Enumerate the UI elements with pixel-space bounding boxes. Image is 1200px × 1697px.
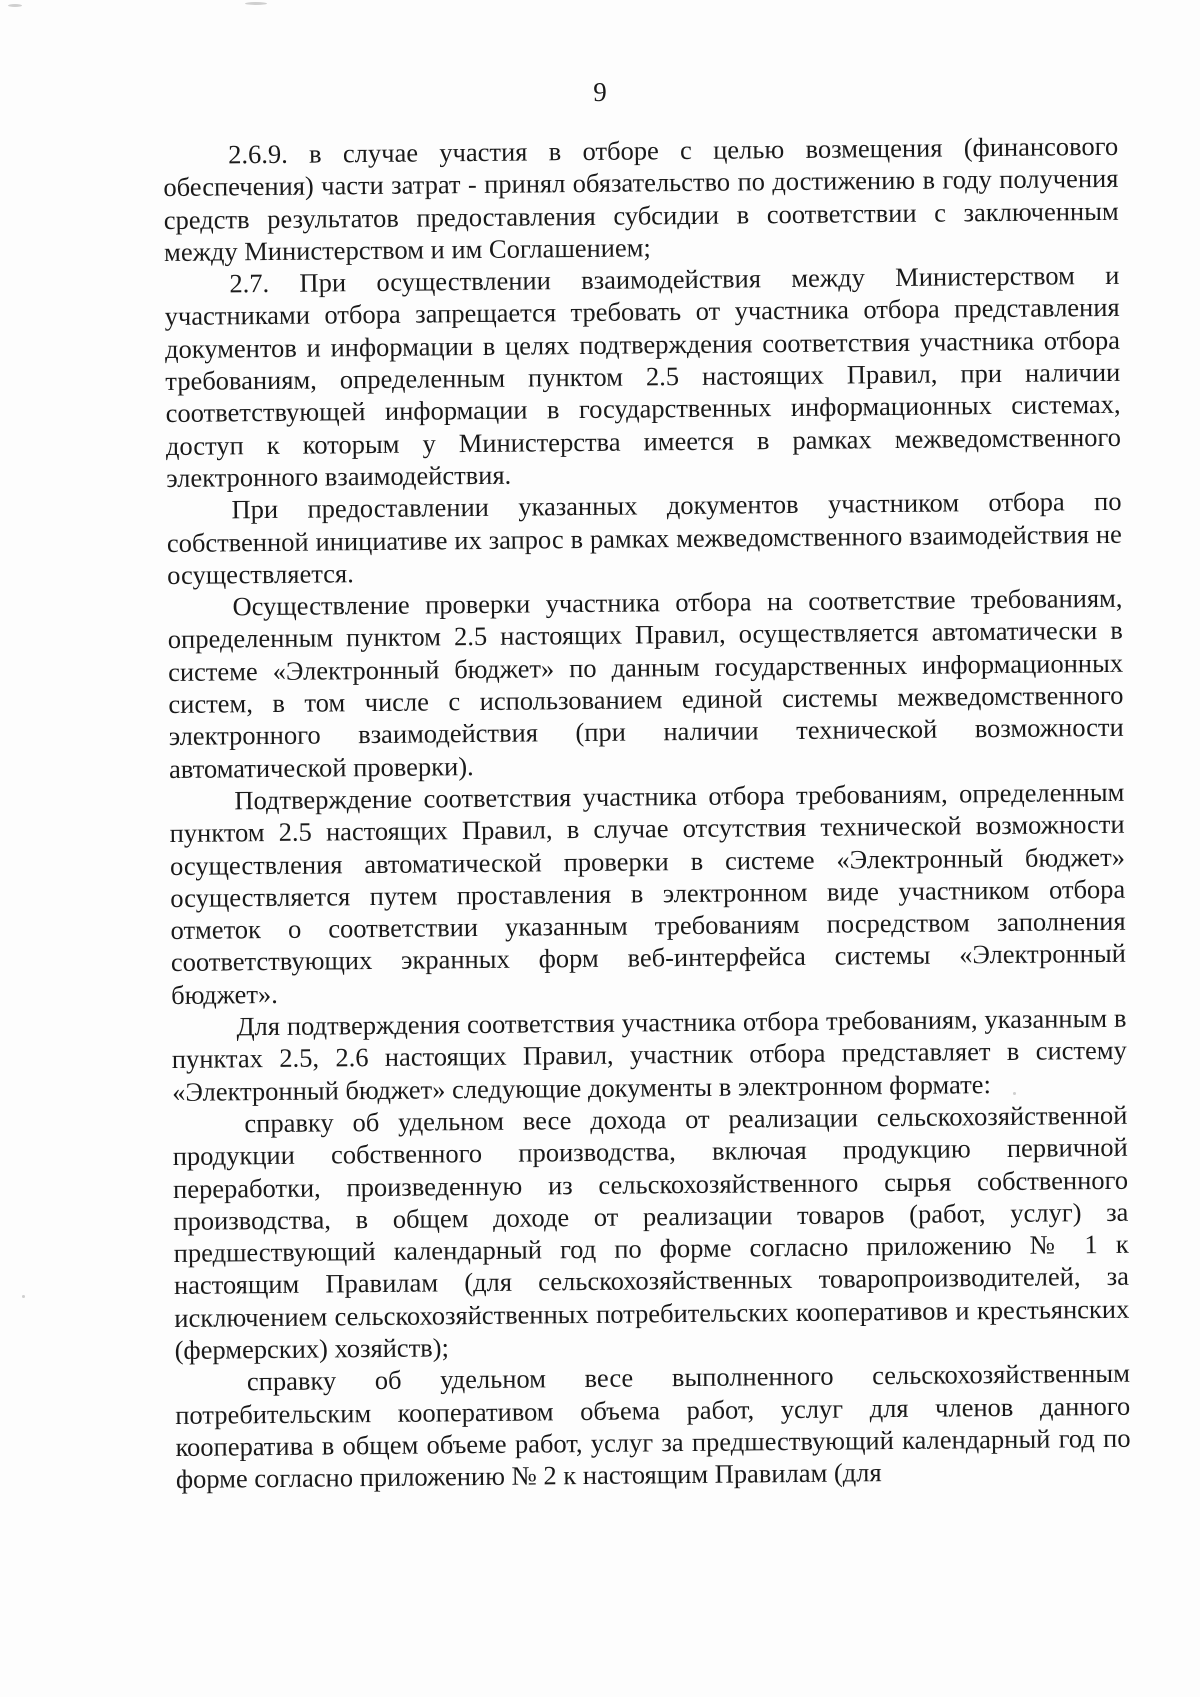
- document-body: [163, 130, 1131, 1496]
- scan-speck: [8, 4, 22, 7]
- paragraph-confirmation: Подтверждение соответствия участника отбора требованиям, определенным пунктом 2.5 настоящих Правил, в случае отсутствия технической возможности осуществления автоматической проверки в системе «Электронный бюджет» осуществляется путем проставления в электронном виде участником отбора отметок о соответствии указанным требованиям посредством заполнения соответствующих экранных форм веб-интерфейса системы «Электронный бюджет».: [169, 776, 1127, 1010]
- paragraph-documents-list-intro: Для подтверждения соответствия участника отбора требованиям, указанным в пунктах 2.5, 2.6 настоящих Правил, участник отбора представляет в систему «Электронный бюджет» следующие документы в электронном формате:: [171, 1002, 1127, 1107]
- paragraph-own-initiative: При предоставлении указанных документов участником отбора по собственной инициативе их запрос в рамках межведомственного взаимодействия не осуществляется.: [166, 486, 1122, 590]
- list-item-cooperative-work-certificate: справку об удельном весе выполненного сельскохозяйственным потребительским кооперативом объема работ, услуг для членов данного кооператива в общем объеме работ, услуг за предшествующий календарный год по форме согласно приложению № 2 к настоящим Правилам (для: [175, 1358, 1131, 1495]
- paragraph-2-7: 2.7. При осуществлении взаимодействия между Министерством и участниками отбора запрещается требовать от участника отбора представления документов и информации в целях подтверждения соответствия участника отбора требованиям, определенным пунктом 2.5 настоящих Правил, при наличии соответствующей информации в государственных информационных системах, доступ к которым у Министерства имеется в рамках межведомственного электронного взаимодействия.: [164, 260, 1122, 493]
- list-item-income-share-certificate: справку об удельном весе дохода от реализации сельскохозяйственной продукции собственного производства, включая продукцию первичной переработки, произведенную из сельскохозяйственного сырья собственного производства, в общем доходе от реализации товаров (работ, услуг) за предшествующий календарный год по форме согласно приложению № 1 к настоящим Правилам (для сельскохозяйственных товаропроизводителей, за исключением сельскохозяйственных потребительских кооперативов и крестьянских (фермерских) хозяйств);: [172, 1099, 1130, 1365]
- paragraph-2-6-9: 2.6.9. в случае участия в отборе с целью возмещения (финансового обеспечения) части затрат - принял обязательство по достижению в году получения средств результатов предоставления субсидии в соответствии с заключенным между Министерством и им Соглашением;: [163, 130, 1119, 267]
- scan-speck: [22, 1295, 25, 1298]
- paragraph-automatic-check: Осуществление проверки участника отбора на соответствие требованиям, определенным пунктом 2.5 настоящих Правил, осуществляется автоматически в системе «Электронный бюджет» по данным государственных информационных систем, в том числе с использованием единой системы межведомственного электронного взаимодействия (при наличии технической возможности автоматической проверки).: [167, 582, 1124, 784]
- scan-speck: [245, 2, 267, 5]
- page-number: 9: [593, 77, 607, 107]
